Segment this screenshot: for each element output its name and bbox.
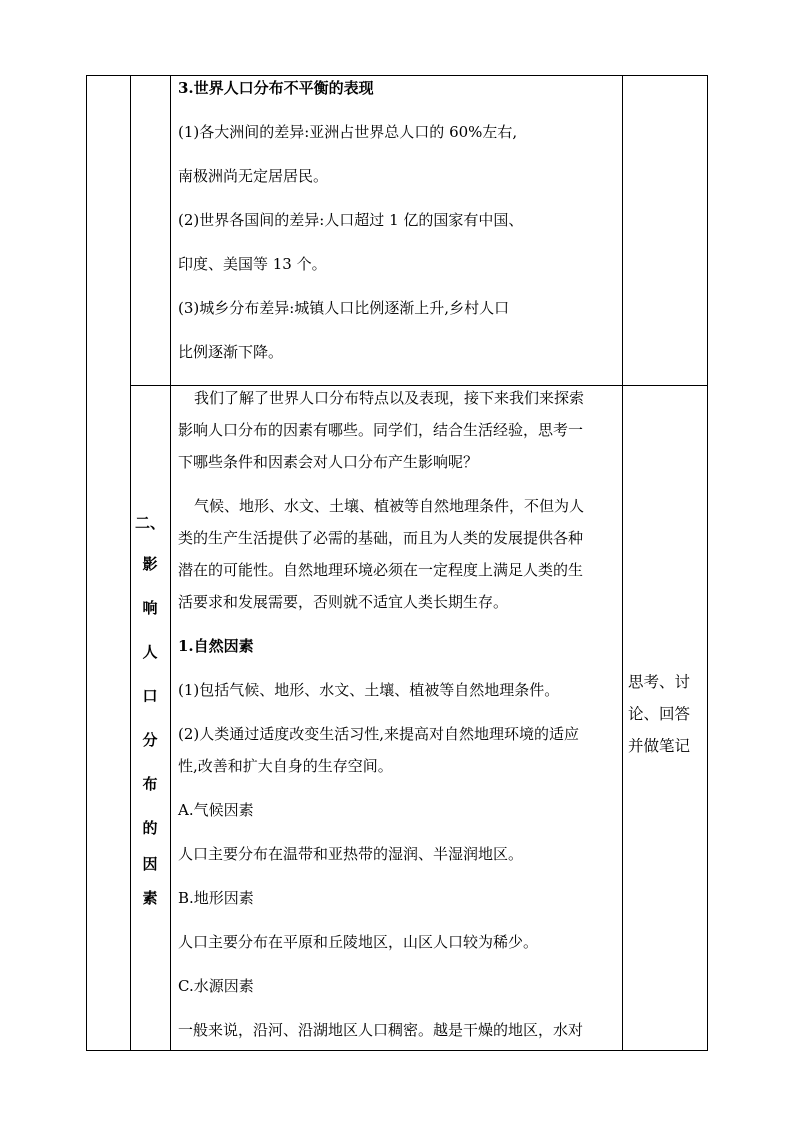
- water-factor-text: 一般来说，沿河、沿湖地区人口稠密。越是干燥的地区，水对: [178, 1021, 584, 1039]
- section-label-char: 因: [142, 855, 158, 873]
- table-border-top: [86, 75, 708, 76]
- table-border-right: [707, 75, 708, 1051]
- activity-line: 并做笔记: [628, 737, 691, 755]
- para2-line: 类的生产生活提供了必需的基础，而且为人类的发展提供各种: [178, 529, 584, 547]
- point-1: (1)包括气候、地形、水文、土壤、植被等自然地理条件。: [178, 681, 560, 699]
- row1-line: (3)城乡分布差异:城镇人口比例逐渐上升,乡村人口: [178, 299, 510, 317]
- table-border-left: [86, 75, 87, 1051]
- climate-factor-text: 人口主要分布在温带和亚热带的湿润、半湿润地区。: [178, 845, 524, 863]
- section-label-char: 二、: [134, 514, 165, 532]
- activity-line: 思考、讨: [628, 673, 691, 691]
- section-label-char: 人: [142, 643, 158, 661]
- para2-line: 气候、地形、水文、土壤、植被等自然地理条件，不但为人: [194, 497, 585, 515]
- section-label-char: 响: [142, 599, 158, 617]
- table-row-divider: [130, 385, 708, 386]
- row1-line: (1)各大洲间的差异:亚洲占世界总人口的 60%左右,: [178, 123, 518, 141]
- point-2-line: 性,改善和扩大自身的生存空间。: [178, 757, 393, 775]
- section-label-char: 分: [142, 731, 158, 749]
- section-label-char: 的: [142, 819, 158, 837]
- row1-line: 比例逐渐下降。: [178, 343, 284, 361]
- para2-line: 潜在的可能性。自然地理环境必须在一定程度上满足人类的生: [178, 561, 584, 579]
- intro-line: 影响人口分布的因素有哪些。同学们，结合生活经验，思考一: [178, 421, 584, 439]
- activity-line: 论、回答: [628, 705, 691, 723]
- section-label-char: 影: [142, 555, 158, 573]
- intro-line: 我们了解了世界人口分布特点以及表现，接下来我们来探索: [194, 389, 585, 407]
- point-2-line: (2)人类通过适度改变生活习性,来提高对自然地理环境的适应: [178, 725, 580, 743]
- climate-factor-title: A.气候因素: [178, 801, 254, 819]
- terrain-factor-title: B.地形因素: [178, 889, 254, 907]
- section-label-char: 素: [142, 889, 158, 907]
- table-border-bottom: [86, 1050, 708, 1051]
- para2-line: 活要求和发展需要，否则就不适宜人类长期生存。: [178, 593, 509, 611]
- section-label-char: 口: [142, 687, 158, 705]
- terrain-factor-text: 人口主要分布在平原和丘陵地区，山区人口较为稀少。: [178, 933, 539, 951]
- row1-heading: 3.世界人口分布不平衡的表现: [178, 79, 374, 97]
- intro-line: 下哪些条件和因素会对人口分布产生影响呢？: [178, 453, 479, 471]
- row1-line: 南极洲尚无定居居民。: [178, 167, 329, 185]
- row1-line: 印度、美国等 13 个。: [178, 255, 327, 273]
- water-factor-title: C.水源因素: [178, 977, 254, 995]
- table-col-divider-2: [170, 75, 171, 1051]
- row1-line: (2)世界各国间的差异:人口超过 1 亿的国家有中国、: [178, 211, 524, 229]
- section-label-char: 布: [142, 775, 158, 793]
- table-col-divider-3: [622, 75, 623, 1051]
- natural-factors-heading: 1.自然因素: [178, 637, 254, 655]
